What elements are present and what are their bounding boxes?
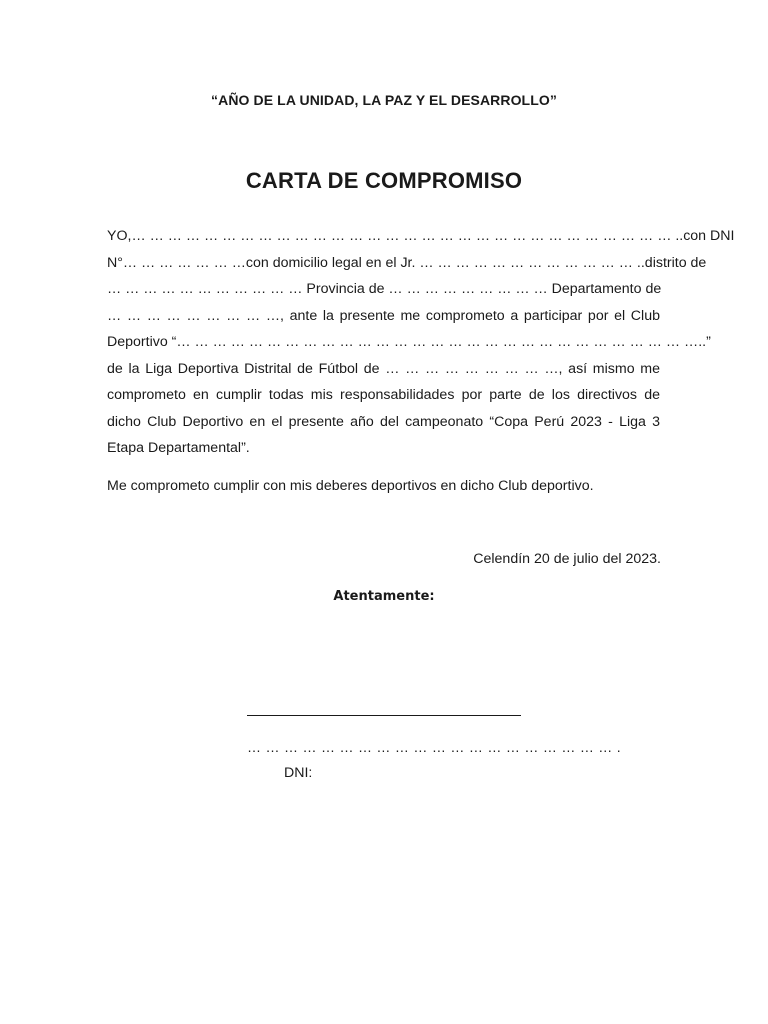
signature-name-placeholder: … … … … … … … … … … … … … … … … … … … … .	[247, 739, 621, 755]
year-motto: “AÑO DE LA UNIDAD, LA PAZ Y EL DESARROLLO”	[211, 92, 557, 108]
paragraph-line: … … … … … … … … … … … Provincia de … … … … … … … … … Departamento de	[107, 281, 662, 297]
paragraph-line: Etapa Departamental”.	[107, 440, 250, 456]
paragraph-line: Deportivo “… … … … … … … … … … … … … … … … … … … … … … … … … … … … …..”	[107, 334, 711, 350]
commitment-paragraph	[107, 223, 735, 462]
paragraph-line: comprometo en cumplir todas mis responsabilidades por parte de los directivos de	[107, 387, 660, 403]
paragraph-line: YO,… … … … … … … … … … … … … … … … … … … … … … … … … … … … … … ..con DNI	[107, 228, 735, 244]
document-title: CARTA DE COMPROMISO	[245, 168, 523, 193]
duties-paragraph: Me comprometo cumplir con mis deberes deportivos en dicho Club deportivo.	[107, 478, 594, 494]
signature-dni-label: DNI:	[284, 765, 313, 781]
paragraph-line: de la Liga Deportiva Distrital de Fútbol de … … … … … … … … …, así mismo me	[107, 360, 660, 377]
place-date: Celendín 20 de julio del 2023.	[473, 551, 661, 567]
paragraph-line: dicho Club Deportivo en el presente año del campeonato “Copa Perú 2023 - Liga 3	[107, 413, 660, 430]
closing-salutation: Atentamente:	[333, 589, 435, 604]
paragraph-line: … … … … … … … … …, ante la presente me comprometo a participar por el Club	[107, 307, 660, 324]
signature-line	[247, 715, 521, 716]
paragraph-line: N°… … … … … … …con domicilio legal en el Jr. … … … … … … … … … … … … ..distrito de	[107, 254, 707, 271]
